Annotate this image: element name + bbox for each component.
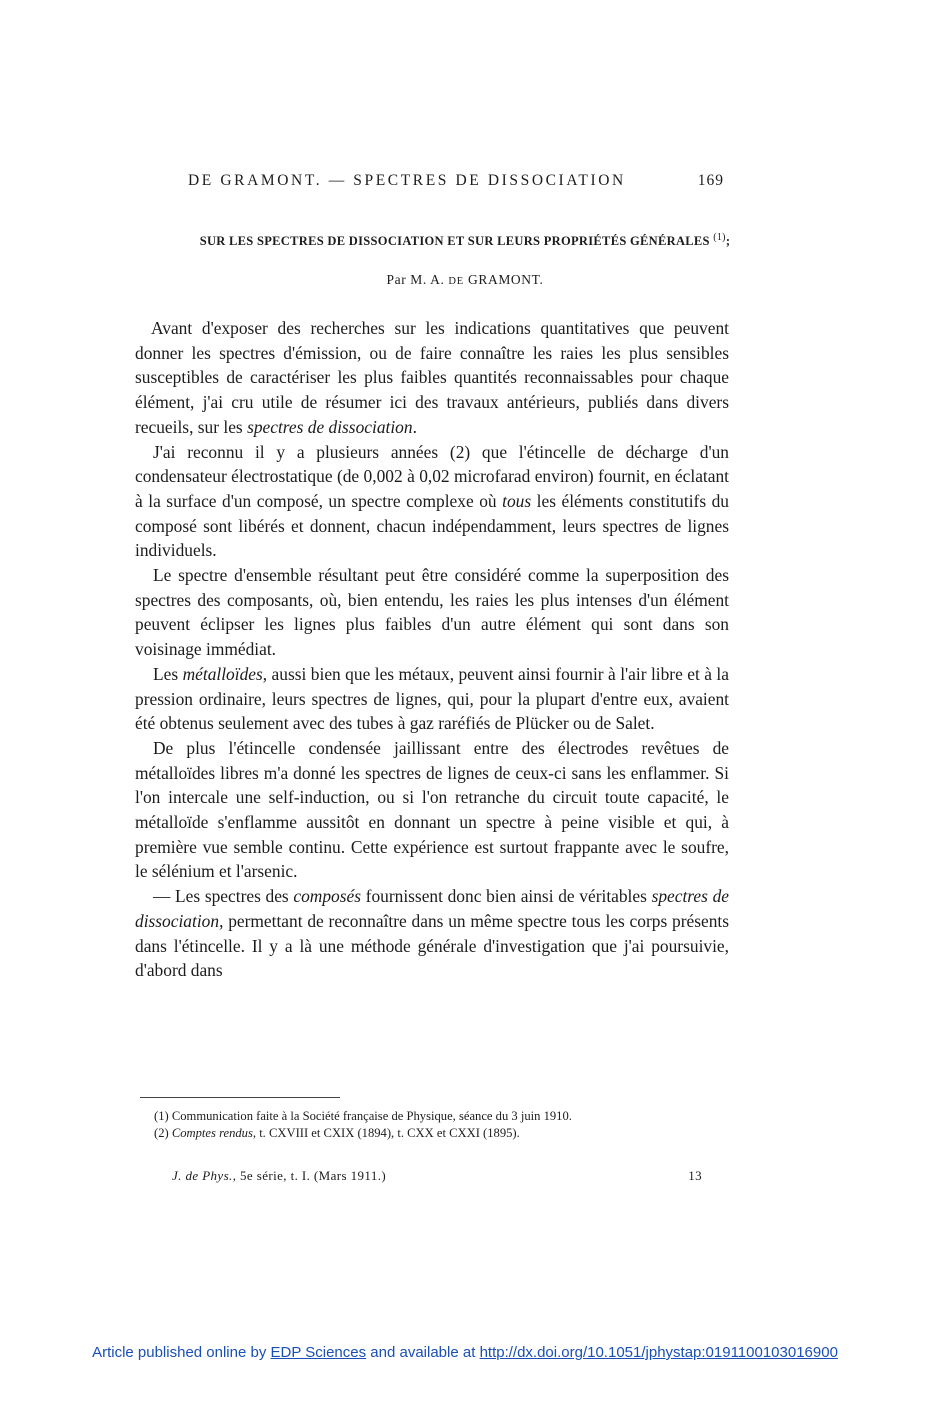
paragraph-2-text-c: les éléments constitutifs du composé sont libérés et donnent, chacun indépendamment, leurs spectres de lignes individuels. [135,490,729,561]
byline-particle: DE [448,276,465,287]
paragraph-6-text-a: — Les spectres des [153,886,289,907]
paragraph-1 [135,316,729,440]
journal-citation-line [172,1168,702,1186]
article-title-text: SUR LES SPECTRES DE DISSOCIATION ET SUR LEURS PROPRIÉTÉS GÉNÉRALES [199,234,710,249]
emphasis-tous: tous [502,490,532,511]
article-title [120,232,810,249]
publisher-banner [0,1344,930,1361]
paragraph-5 [135,736,729,884]
footnote-1 [138,1108,730,1125]
banner-prefix: Article published online by [92,1344,267,1361]
footnote-ref-2[interactable]: (2) [449,441,471,462]
footnote-2-marker: (2) [154,1125,169,1140]
paragraph-6-text-b: fournissent donc bien ainsi de véritables [361,886,647,907]
running-head [188,172,724,194]
journal-series: , 5e série, t. I. (Mars 1911.) [232,1168,387,1183]
byline [120,272,810,288]
emphasis-metalloides: métalloïdes [182,663,263,684]
paragraph-2 [135,440,729,564]
footnote-2 [138,1125,730,1142]
article-body [135,316,729,983]
paragraph-1-text: Avant d'exposer des recherches sur les indications quantitatives que peuvent donner les spectres d'émission, ou de faire connaître les raies les plus sensibles susceptibles de caractériser les plus faibles quantités reconnaissables pour chaque élément, j'ai cru utile de résumer ici des travaux antérieurs, publiés dans divers recueils, sur les [135,318,729,437]
emphasis-spectres-de-dissociation: spectres de dissociation [247,416,413,437]
footnote-2-text: , t. CXVIII et CXIX (1894), t. CXX et CXXI (1895). [252,1125,520,1140]
banner-middle: and available at [370,1344,476,1361]
footnote-1-marker: (1) [154,1109,169,1123]
paragraph-4-text-b: , aussi bien que les métaux, peuvent ainsi fournir à l'air libre et à la pression ordinaire, leurs spectres de lignes, qui, pour la plupart d'entre eux, avaient été obtenus seulement avec des tubes à gaz raréfiés de Plücker ou de Salet. [135,663,729,734]
paragraph-6-text-c: , permettant de reconnaître dans un même spectre tous les corps présents dans l'étincelle. Il y a là une méthode générale d'investigation que j'ai poursuivie, d'abord dans [135,910,729,981]
paragraph-5-text: De plus l'étincelle condensée jaillissant entre des électrodes revêtues de métalloïdes libres m'a donné les spectres de lignes de ceux-ci sans les enflammer. Si l'on intercale une self-induction, ou si l'on retranche du circuit toute capacité, le métalloïde s'enflamme aussitôt en donnant un spectre à peine visible et qui, à première vue semble continu. Cette expérience est surtout frappante avec le soufre, le sélénium et l'arsenic. [135,737,729,882]
paragraph-4-text-a: Les [153,663,179,684]
journal-name: J. de Phys. [172,1168,233,1183]
title-footnote-marker[interactable]: (1) [713,232,726,243]
paragraph-2-text-b: que l'étincelle de décharge d'un condensateur électrostatique (de 0,002 à 0,02 microfarad environ) fournit, en éclatant à la surface d'un composé, un spectre complexe où [135,441,729,511]
emphasis-spectres-de-dissociation-2: spectres de dissociation [135,886,729,931]
byline-author-name: GRAMONT. [468,272,544,287]
paragraph-3 [135,563,729,662]
page-number: 169 [697,172,724,189]
byline-prefix: Par M. A. [386,272,445,287]
running-head-title: DE GRAMONT. — SPECTRES DE DISSOCIATION [188,172,626,189]
publisher-link[interactable]: EDP Sciences [270,1344,367,1361]
journal-citation [172,1168,386,1184]
title-punctuation: ; [725,234,731,249]
emphasis-composes: composés [293,886,361,907]
footnote-divider [140,1097,340,1098]
footnote-1-text: Communication faite à la Société française de Physique, séance du 3 juin 1910. [168,1109,572,1123]
paragraph-2-text-a: J'ai reconnu il y a plusieurs années [153,441,439,462]
paragraph-6 [135,884,729,983]
footnotes [138,1108,730,1141]
paragraph-1-end: . [412,416,417,437]
sheet-number: 13 [688,1168,702,1183]
footnote-2-journal: Comptes rendus [171,1125,253,1140]
doi-link[interactable]: http://dx.doi.org/10.1051/jphystap:0191100103016900 [479,1344,838,1361]
paragraph-4 [135,662,729,736]
paragraph-3-text: Le spectre d'ensemble résultant peut être considéré comme la superposition des spectres des composants, où, bien entendu, les raies les plus intenses d'un élément peuvent éclipser les lignes plus faibles d'un autre élément qui sont dans son voisinage immédiat. [135,565,729,660]
